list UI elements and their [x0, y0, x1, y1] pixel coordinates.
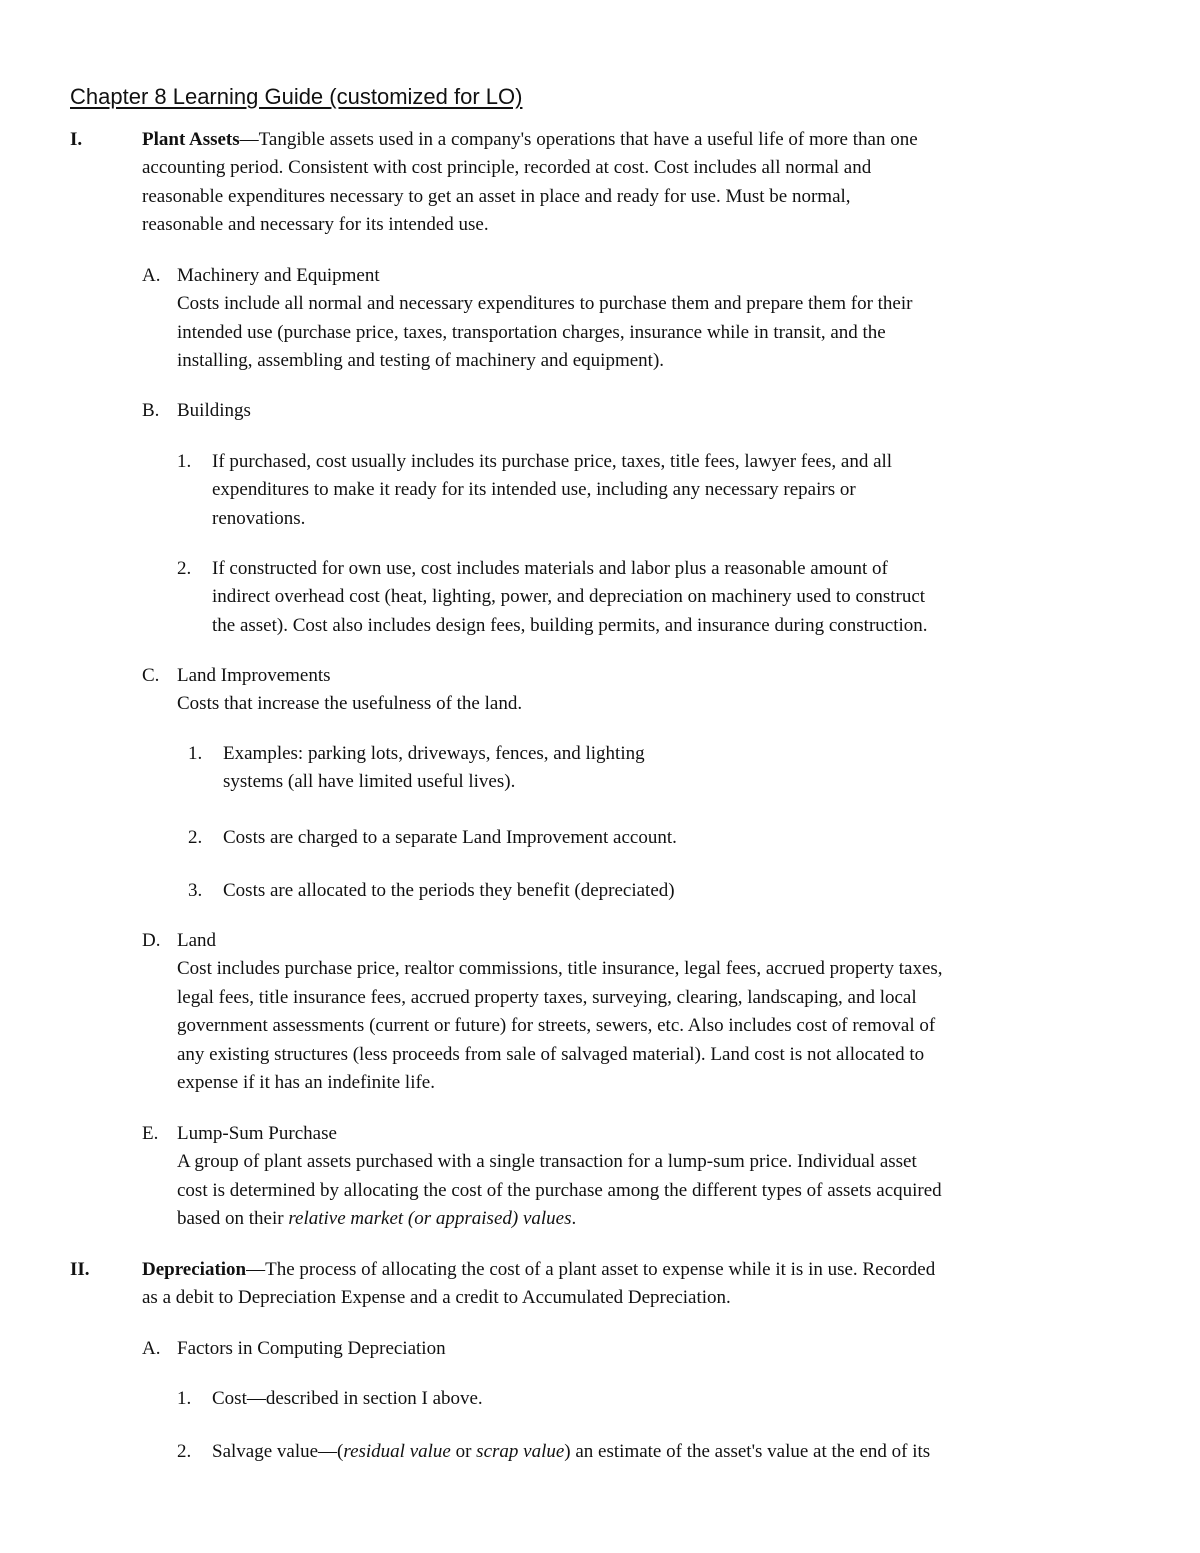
paragraph-line: If constructed for own use, cost includes materials and labor plus a reasonable amount of — [212, 558, 888, 579]
subsection-factors — [142, 1335, 446, 1363]
subsection-letter: D. — [142, 930, 161, 951]
paragraph-line: accounting period. Consistent with cost principle, recorded at cost. Cost includes all normal and — [142, 157, 872, 179]
emphasis-text: scrap value — [476, 1441, 565, 1462]
subsection-heading: Buildings — [177, 400, 251, 421]
paragraph-line: systems (all have limited useful lives). — [223, 771, 516, 793]
subsection-land — [142, 927, 943, 1097]
paragraph-line: expenditures to make it ready for its intended use, including any necessary repairs or — [212, 479, 856, 501]
section-term: Plant Assets — [142, 129, 240, 150]
list-item — [188, 877, 675, 905]
paragraph-line: Costs that increase the usefulness of the land. — [177, 693, 523, 715]
subsection-letter: C. — [142, 665, 160, 686]
paragraph-line: installing, assembling and testing of machinery and equipment). — [177, 350, 665, 372]
subsection-buildings — [142, 397, 251, 425]
section-paragraph: Depreciation—The process of allocating the cost of a plant asset to expense while it is in use. Recorded — [142, 1259, 936, 1280]
list-item — [177, 1438, 930, 1466]
section-numeral: I. — [70, 129, 83, 150]
paragraph-line: Costs are allocated to the periods they benefit (depreciated) — [223, 880, 675, 901]
paragraph-line: If purchased, cost usually includes its purchase price, taxes, title fees, lawyer fees, and all — [212, 451, 893, 472]
paragraph-line: renovations. — [212, 507, 306, 529]
item-number: 1. — [188, 743, 203, 764]
paragraph-line: the asset). Cost also includes design fees, building permits, and insurance during construction. — [212, 614, 928, 636]
paragraph-line: as a debit to Depreciation Expense and a credit to Accumulated Depreciation. — [142, 1287, 731, 1309]
subsection-heading: Land — [177, 930, 217, 951]
paragraph-line: Costs are charged to a separate Land Improvement account. — [223, 827, 677, 848]
subsection-lump-sum — [142, 1120, 942, 1234]
list-item — [177, 1385, 483, 1413]
paragraph-line: based on their relative market (or appraised) values. — [177, 1208, 577, 1230]
section-depreciation — [70, 1256, 1070, 1313]
subsection-land-improvements — [142, 662, 522, 719]
item-number: 2. — [177, 558, 192, 579]
paragraph-line: expense if it has an indefinite life. — [177, 1072, 435, 1094]
paragraph-line: Costs include all normal and necessary expenditures to purchase them and prepare them for their — [177, 293, 913, 315]
subsection-letter: A. — [142, 1338, 161, 1359]
subsection-letter: E. — [142, 1123, 159, 1144]
item-number: 1. — [177, 1388, 192, 1409]
paragraph-line: government assessments (current or future) for streets, sewers, etc. Also includes cost of removal of — [177, 1015, 936, 1037]
paragraph-line: Examples: parking lots, driveways, fences, and lighting — [223, 743, 645, 764]
emphasis-text: relative market (or appraised) values — [288, 1208, 572, 1230]
list-item — [188, 824, 677, 852]
list-item — [177, 555, 928, 640]
paragraph-line: reasonable and necessary for its intended use. — [142, 214, 489, 236]
paragraph-line: reasonable expenditures necessary to get an asset in place and ready for use. Must be normal, — [142, 185, 851, 207]
subsection-machinery — [142, 262, 912, 376]
section-term: Depreciation — [142, 1259, 247, 1280]
paragraph-line: Cost—described in section I above. — [212, 1388, 483, 1409]
item-number: 2. — [188, 827, 203, 848]
subsection-heading: Lump-Sum Purchase — [177, 1123, 337, 1144]
section-paragraph: Plant Assets—Tangible assets used in a company's operations that have a useful life of more than one — [142, 129, 918, 150]
subsection-letter: A. — [142, 265, 161, 286]
item-number: 2. — [177, 1441, 192, 1462]
page-title: Chapter 8 Learning Guide (customized for LO) — [70, 84, 523, 109]
paragraph-line: Cost includes purchase price, realtor commissions, title insurance, legal fees, accrued property taxes, — [177, 958, 943, 980]
emphasis-text: residual value — [343, 1441, 451, 1462]
paragraph-line: cost is determined by allocating the cost of the purchase among the different types of assets acquired — [177, 1179, 942, 1201]
paragraph-line: intended use (purchase price, taxes, transportation charges, insurance while in transit, and the — [177, 321, 886, 343]
paragraph-line: Salvage value—(residual value or scrap value) an estimate of the asset's value at the end of its — [212, 1441, 931, 1462]
section-numeral: II. — [70, 1259, 90, 1280]
paragraph-line: A group of plant assets purchased with a single transaction for a lump-sum price. Individual asset — [177, 1151, 917, 1173]
section-plant-assets — [70, 126, 1070, 240]
paragraph-line: legal fees, title insurance fees, accrued property taxes, surveying, clearing, landscaping, and local — [177, 986, 917, 1008]
subsection-heading: Factors in Computing Depreciation — [177, 1338, 446, 1359]
subsection-heading: Machinery and Equipment — [177, 265, 380, 286]
subsection-letter: B. — [142, 400, 160, 421]
item-number: 3. — [188, 880, 203, 901]
paragraph-line: indirect overhead cost (heat, lighting, power, and depreciation on machinery used to construct — [212, 586, 926, 608]
subsection-heading: Land Improvements — [177, 665, 331, 686]
item-number: 1. — [177, 451, 192, 472]
list-item — [188, 740, 645, 797]
list-item — [177, 448, 892, 533]
paragraph-line: any existing structures (less proceeds from sale of salvaged material). Land cost is not allocated to — [177, 1043, 925, 1065]
